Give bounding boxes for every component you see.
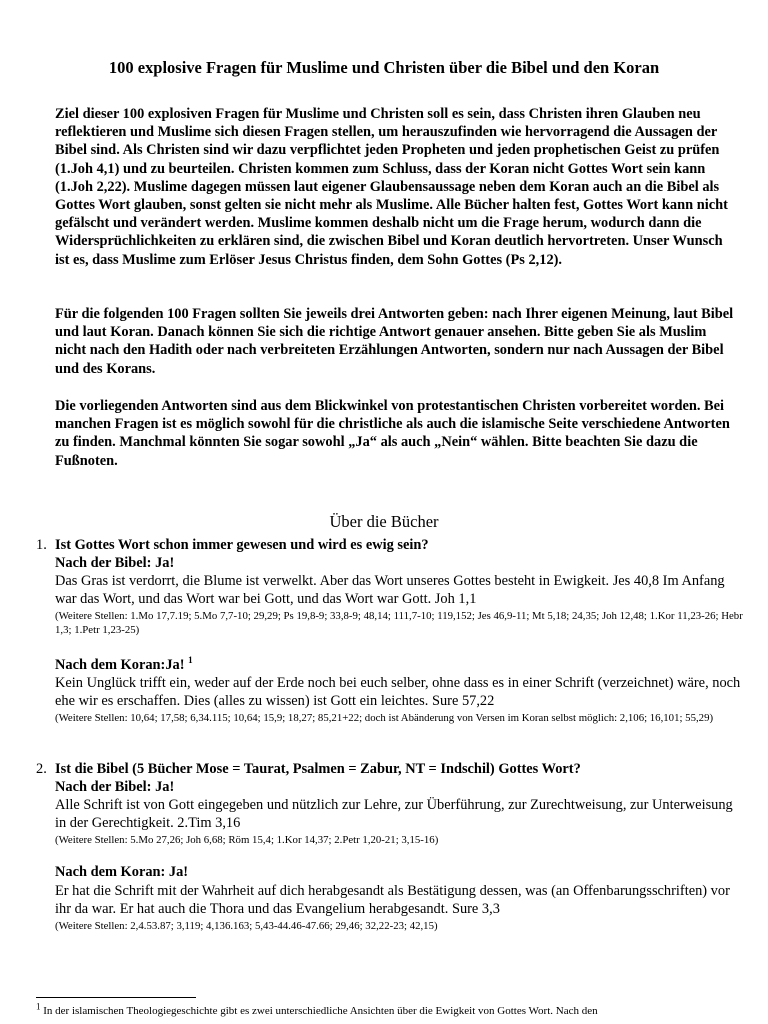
koran-answer-label: Nach dem Koran: Ja! (55, 864, 189, 880)
bible-answer-text: Alle Schrift ist von Gott eingegeben und nützlich zur Lehre, zur Überführung, zur Zurechtweisung, zur Unterweisung in der Gerechtigkeit. 2.Tim 3,16 (55, 797, 733, 832)
bible-answer-label: Nach der Bibel: Ja! (55, 779, 175, 795)
koran-answer-text: Er hat die Schrift mit der Wahrheit auf dich herabgesandt als Bestätigung dessen, was (an Offenbarungsschriften) vor ihr da war. Er hat auch die Thora und das Evangelium herabgesandt. Sure 3,3 (55, 883, 730, 918)
bible-references: (Weitere Stellen: 1.Mo 17,7.19; 5.Mo 7,7-10; 29,29; Ps 19,8-9; 33,8-9; 48,14; 111,7-10; 119,152; Jes 46,9-11; Mt 5,18; 24,35; Joh 12,48; 1.Kor 11,23-26; Hebr 1,3; 1.Petr 1,23-25) (55, 610, 743, 636)
koran-references: (Weitere Stellen: 10,64; 17,58; 6,34.115; 10,64; 15,9; 18,27; 85,21+22; doch ist Abänderung von Versen im Koran selbst möglich: 2,106; 16,101; 55,29) (55, 712, 714, 724)
footnote-marker[interactable]: 1 (188, 655, 193, 666)
intro-paragraph-2: Für die folgenden 100 Fragen sollten Sie jeweils drei Antworten geben: nach Ihrer eigenen Meinung, laut Bibel und laut Koran. Danach können Sie sich die richtige Antwort genauer ansehen. Bitte geben Sie als Muslim nicht nach den Hadith oder nach verbreiteten Erzählungen Antworten, sondern nur nach Aussagen der Bibel und des Korans. (55, 306, 734, 377)
koran-answer-label-text: Nach dem Koran:Ja! (55, 657, 185, 673)
intro-paragraph-3: Die vorliegenden Antworten sind aus dem Blickwinkel von protestantischen Christen vorbereitet worden. Bei manchen Fragen ist es möglich sowohl für die christliche als auch die islamische Seite verschiedene Antworten zu finden. Manchmal könnten Sie sogar sowohl „Ja“ als auch „Nein“ wählen. Bitte beachten Sie dazu die Fußnoten. (55, 398, 730, 469)
koran-answer-text: Kein Unglück trifft ein, weder auf der Erde noch bei euch selber, ohne dass es in einer Schrift (verzeichnet) wäre, noch ehe wir es erschaffen. Dies (alles zu wissen) ist Gott ein leichtes. Sure 57,22 (55, 675, 741, 710)
question-text: Ist Gottes Wort schon immer gewesen und wird es ewig sein? (55, 537, 429, 553)
footnote-text: In der islamischen Theologiegeschichte gibt es zwei unterschiedliche Ansichten über die Ewigkeit von Gottes Wort. Nach den (43, 1005, 598, 1017)
document-title: 100 explosive Fragen für Muslime und Christen über die Bibel und den Koran (108, 58, 660, 77)
footnote-number: 1 (36, 1001, 41, 1012)
bible-references: (Weitere Stellen: 5.Mo 27,26; Joh 6,68; Röm 15,4; 1.Kor 14,37; 2.Petr 1,20-21; 3,15-16) (55, 834, 439, 846)
section-heading: Über die Bücher (329, 512, 439, 531)
question-number: 1. (36, 537, 47, 553)
footnote (36, 1001, 736, 1019)
koran-answer-label (55, 656, 193, 674)
footnote-divider (36, 997, 196, 998)
intro-paragraph-1: Ziel dieser 100 explosiven Fragen für Muslime und Christen soll es sein, dass Christen ihren Glauben neu reflektieren und Muslime sich diesen Fragen stellen, um herauszufinden wie hervorragend die Aussagen der Bibel sind. Als Christen sind wir dazu verpflichtet jeden Propheten und jeden prophetischen Geist zu prüfen (1.Joh 4,1) und zu beurteilen. Christen kommen zum Schluss, dass der Koran nicht Gottes Wort sein kann (1.Joh 2,22). Muslime dagegen müssen laut eigener Glaubensaussage neben dem Koran auch an die Bibel als Gottes Wort glauben, sonst gelten sie nicht mehr als Muslime. Alle Bücher halten fest, Gottes Wort kann nicht gefälscht und verändert werden. Muslime kommen deshalb nicht um die Frage herum, wodurch dann die Widersprüchlichkeiten zu erklären sind, die zwischen Bibel und Koran deutlich hervortreten. Unser Wunsch ist es, dass Muslime zum Erlöser Jesus Christus finden, dem Sohn Gottes (Ps 2,12). (55, 106, 728, 268)
bible-answer-text: Das Gras ist verdorrt, die Blume ist verwelkt. Aber das Wort unseres Gottes besteht in Ewigkeit. Jes 40,8 Im Anfang war das Wort, und das Wort war bei Gott, und das Wort war Gott. Joh 1,1 (55, 573, 725, 608)
question-text: Ist die Bibel (5 Bücher Mose = Taurat, Psalmen = Zabur, NT = Indschil) Gottes Wort? (55, 761, 581, 777)
bible-answer-label: Nach der Bibel: Ja! (55, 555, 175, 571)
question-number: 2. (36, 761, 47, 777)
koran-references: (Weitere Stellen: 2,4.53.87; 3,119; 4,136.163; 5,43-44.46-47.66; 29,46; 32,22-23; 42,15) (55, 920, 438, 932)
